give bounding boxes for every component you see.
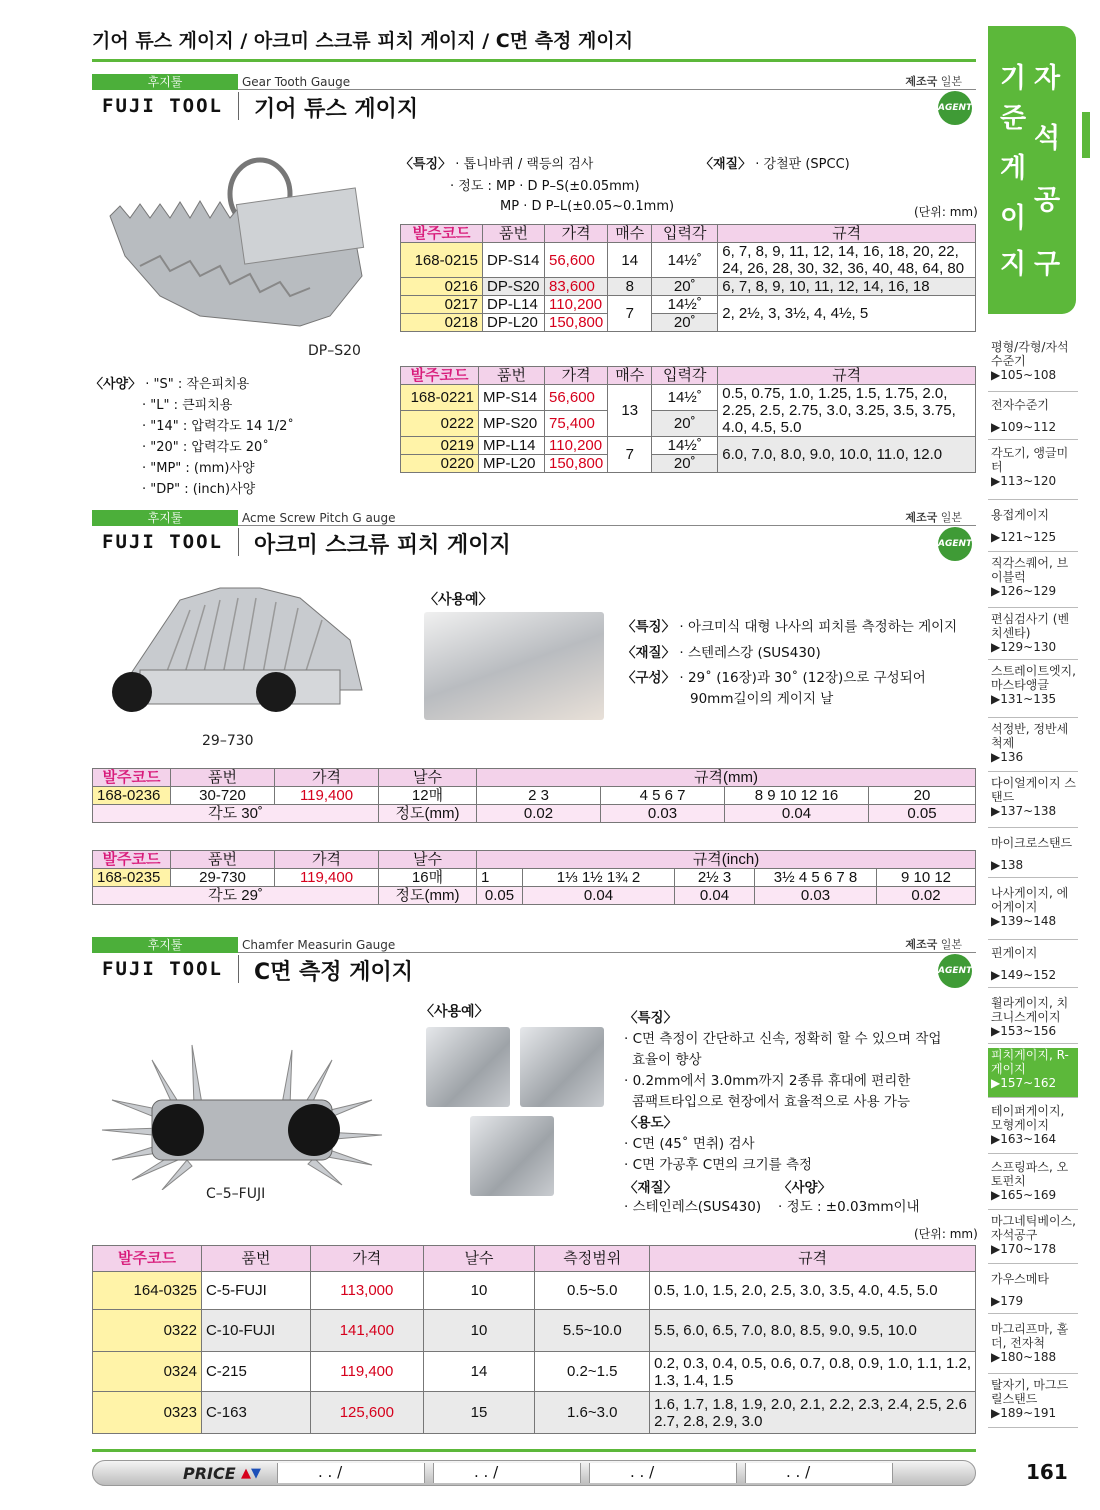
tab-char: 구 bbox=[1034, 249, 1061, 280]
table-row: 168-0221 MP-S14 56,600 13 14½˚ 0.5, 0.75, 1.0, 1.25, 1.5, 1.75, 2.0, 2.25, 2.5, 2.75, 3.0, 3.25, 3.5, 3.75, 4.0, 4.5, 5.0 bbox=[401, 385, 976, 411]
col-header: 날수 bbox=[423, 1246, 535, 1272]
agent-badge: AGENT bbox=[938, 954, 972, 988]
photo-caption: DP–S20 bbox=[308, 343, 361, 359]
features: 〈특징〉 · 아크미식 대형 나사의 피치를 측정하는 게이지 bbox=[622, 619, 958, 635]
spec-list: 〈사양〉 · "S" : 작은피치용 · "L" : 큰피치용 · "14" : 압력각도 14 1/2˚ · "20" : 압력각도 20˚ · "MP" : (mm)사양 · "DP" : (inch)사양 bbox=[90, 377, 294, 497]
agent-badge: AGENT bbox=[938, 527, 972, 561]
col-header: 가격 bbox=[311, 1246, 424, 1272]
tab-char: 석 bbox=[1034, 123, 1061, 154]
section-title: 아크미 스크류 피치 게이지 bbox=[254, 533, 511, 558]
sidebar-item[interactable]: 다이얼게이지 스탠드 ▶137~138 bbox=[988, 776, 1078, 828]
price-bar bbox=[92, 1460, 976, 1486]
chamfer-table bbox=[92, 1245, 976, 1434]
usage-photo bbox=[470, 1116, 554, 1196]
sidebar-item[interactable]: 직각스퀘어, 브이블럭 ▶126~129 bbox=[988, 556, 1078, 608]
tab-char: 게 bbox=[1000, 153, 1027, 184]
col-header: 입력각 bbox=[652, 225, 718, 243]
sidebar-item[interactable]: 휠라게이지, 치크니스게이지 ▶153~156 bbox=[988, 996, 1078, 1044]
agent-badge: AGENT bbox=[938, 91, 972, 125]
usage-photo bbox=[520, 1027, 604, 1107]
features: 〈특징〉 · C면 측정이 간단하고 신속, 정확히 할 수 있으며 작업 효율이 향상 · 0.2mm에서 3.0mm까지 2종류 휴대에 편리한 콤팩트타입으로 현장에서 효율적으로 사용 가능 〈용도〉 · C면 (45˚ 면취) 검사 · C면 가공후 C면의 크기를 측정 bbox=[624, 1010, 942, 1173]
price-date-field[interactable]: . . / bbox=[277, 1463, 425, 1483]
price-label: PRICE bbox=[183, 1464, 236, 1483]
maker-label: 후지툴 bbox=[92, 510, 238, 526]
origin: 제조국 일본 bbox=[905, 511, 962, 524]
table-row: 0323 C-163 125,600 15 1.6~3.0 1.6, 1.7, 1.8, 1.9, 2.0, 2.1, 2.2, 2.3, 2.4, 2.5, 2.6 2.7, 2.8, 2.9, 3.0 bbox=[93, 1392, 976, 1434]
table-row: 0219 MP-L14 110,200 7 14½˚ 6.0, 7.0, 8.0, 9.0, 10.0, 11.0, 12.0 bbox=[401, 437, 976, 455]
table-row: 168-0236 30-720 119,400 12매 2 3 4 5 6 7 8 9 10 12 16 20 bbox=[93, 787, 976, 805]
fujitool-logo: FUJI TOOL bbox=[102, 95, 223, 117]
section-title: 기어 튜스 게이지 bbox=[254, 97, 419, 122]
sidebar-item[interactable]: 가우스메타 ▶179 bbox=[988, 1272, 1078, 1314]
price-arrows: ▲▼ bbox=[241, 1466, 261, 1481]
maker-label: 후지툴 bbox=[92, 937, 238, 953]
origin: 제조국 일본 bbox=[905, 75, 962, 88]
composition-text: 90mm길이의 게이지 날 bbox=[690, 691, 834, 707]
composition-label: 〈구성〉 bbox=[622, 670, 676, 686]
sidebar-item[interactable]: 테이퍼게이지, 모형게이지 ▶163~164 bbox=[988, 1104, 1078, 1154]
col-header: 매수 bbox=[608, 225, 652, 243]
col-header: 품번 bbox=[479, 367, 545, 385]
tab-accent bbox=[1082, 112, 1090, 158]
tab-char: 공 bbox=[1034, 185, 1061, 216]
maker-label: 후지툴 bbox=[92, 74, 238, 90]
material bbox=[700, 155, 850, 175]
sidebar-item[interactable]: 탈자기, 마그드릴스탠드 ▶189~191 bbox=[988, 1378, 1078, 1428]
header-rule bbox=[92, 59, 976, 62]
col-header: 품번 bbox=[201, 1246, 310, 1272]
sidebar-item-selected[interactable]: 피치게이지, R-게이지 ▶157~162 bbox=[988, 1048, 1078, 1098]
feature-text: MP · D P–L(±0.05~0.1mm) bbox=[500, 199, 675, 214]
english-name: Acme Screw Pitch G auge bbox=[242, 511, 396, 525]
usage-photo bbox=[424, 612, 604, 720]
tab-char: 자 bbox=[1034, 63, 1061, 94]
chamfer-gauge-photo bbox=[92, 1040, 392, 1190]
origin: 제조국 일본 bbox=[905, 938, 962, 951]
photo-caption: 29–730 bbox=[202, 733, 254, 749]
sidebar-item[interactable]: 편심검사기 (벤치센타) ▶129~130 bbox=[988, 612, 1078, 660]
tab-char: 기 bbox=[1000, 63, 1027, 94]
section-header bbox=[92, 510, 976, 562]
col-header: 날수 bbox=[379, 769, 477, 787]
table-row: 각도 29˚ 정도(mm) 0.05 0.04 0.04 0.03 0.02 bbox=[93, 887, 976, 905]
table-row: 0216 DP-S20 83,600 8 20˚ 6, 7, 8, 9, 10, 11, 12, 14, 16, 18 bbox=[401, 278, 976, 296]
usage-label: 〈사용예〉 bbox=[420, 1004, 489, 1020]
col-header: 품번 bbox=[483, 225, 545, 243]
col-header: 발주코드 bbox=[93, 851, 171, 869]
sidebar-item[interactable]: 마그리프마, 홀더, 전자척 ▶180~188 bbox=[988, 1322, 1078, 1374]
col-header: 규격 bbox=[650, 1246, 976, 1272]
col-header: 매수 bbox=[608, 367, 652, 385]
col-header: 품번 bbox=[171, 769, 275, 787]
col-header: 날수 bbox=[379, 851, 477, 869]
sidebar-item[interactable]: 각도기, 앵글미터 ▶113~120 bbox=[988, 446, 1078, 500]
price-date-field[interactable]: . . / bbox=[745, 1463, 893, 1483]
col-header: 규격(mm) bbox=[477, 769, 976, 787]
table-row: 0324 C-215 119,400 14 0.2~1.5 0.2, 0.3, 0.4, 0.5, 0.6, 0.7, 0.8, 0.9, 1.0, 1.1, 1.2, 1.3, 1.4, 1.5 bbox=[93, 1352, 976, 1392]
photo-caption: C–5–FUJI bbox=[206, 1186, 266, 1202]
acme-mm-table bbox=[92, 768, 976, 823]
section-header bbox=[92, 937, 976, 989]
sidebar-item[interactable]: 스프링파스, 오토펀치 ▶165~169 bbox=[988, 1160, 1078, 1210]
sidebar-item[interactable]: 마이크로스탠드 ▶138 bbox=[988, 836, 1078, 878]
usage-label: 〈용도〉 bbox=[624, 1115, 678, 1131]
col-header: 가격 bbox=[545, 367, 608, 385]
material-label: 〈재질〉 bbox=[700, 157, 752, 172]
sidebar-item[interactable]: 스트레이트엣지, 마스타앵글 ▶131~135 bbox=[988, 664, 1078, 718]
tab-char: 이 bbox=[1000, 203, 1027, 234]
col-header: 가격 bbox=[275, 769, 379, 787]
sidebar-item[interactable]: 평형/각형/자석 수준기 ▶105~108 bbox=[988, 340, 1078, 392]
price-date-field[interactable]: . . / bbox=[589, 1463, 737, 1483]
col-header: 입력각 bbox=[652, 367, 718, 385]
english-name: Gear Tooth Gauge bbox=[242, 75, 351, 89]
material: 〈재질〉 · 스텐레스강 (SUS430) bbox=[622, 645, 821, 661]
table-row: 0220 MP-L20 150,800 20˚ bbox=[401, 455, 976, 473]
price-date-field[interactable]: . . / bbox=[433, 1463, 581, 1483]
col-header: 발주코드 bbox=[401, 367, 479, 385]
table-row: 0222 MP-S20 75,400 20˚ bbox=[401, 411, 976, 437]
unit-label: (단위: mm) bbox=[914, 1227, 978, 1241]
english-name: Chamfer Measurin Gauge bbox=[242, 938, 396, 952]
tab-char: 지 bbox=[1000, 249, 1027, 280]
col-header: 규격 bbox=[718, 367, 976, 385]
usage-photo bbox=[426, 1027, 510, 1107]
feature-text: · 톱니바퀴 / 랙등의 검사 bbox=[455, 157, 594, 172]
acme-inch-table bbox=[92, 850, 976, 905]
sidebar-item[interactable]: 핀게이지 ▶149~152 bbox=[988, 946, 1078, 988]
table-row: 각도 30˚ 정도(mm) 0.02 0.03 0.04 0.05 bbox=[93, 805, 976, 823]
col-header: 가격 bbox=[545, 225, 608, 243]
unit-label: (단위: mm) bbox=[914, 205, 978, 219]
spec-label: 〈사양〉 bbox=[90, 377, 142, 392]
features bbox=[400, 155, 593, 175]
col-header: 측정범위 bbox=[535, 1246, 650, 1272]
col-header: 발주코드 bbox=[401, 225, 483, 243]
sidebar-item[interactable]: 마그네틱베이스, 자석공구 ▶170~178 bbox=[988, 1214, 1078, 1264]
fujitool-logo: FUJI TOOL bbox=[102, 531, 223, 553]
col-header: 규격(inch) bbox=[477, 851, 976, 869]
material: 〈재질〉 · 스테인레스(SUS430) bbox=[624, 1180, 762, 1215]
col-header: 가격 bbox=[275, 851, 379, 869]
sidebar-item[interactable]: 전자수준기 ▶109~112 bbox=[988, 398, 1078, 440]
sidebar-item[interactable]: 나사게이지, 에어게이지 ▶139~148 bbox=[988, 886, 1078, 940]
table-row: 168-0235 29-730 119,400 16매 1 1⅓ 1½ 1¾ 2 2½ 3 3½ 4 5 6 7 8 9 10 12 bbox=[93, 869, 976, 887]
col-header: 규격 bbox=[718, 225, 976, 243]
features-label: 〈특징〉 bbox=[624, 1010, 678, 1026]
usage-label: 〈사용예〉 bbox=[424, 592, 493, 608]
table-row: 0218 DP-L20 150,800 20˚ bbox=[401, 314, 976, 332]
gear-dp-table bbox=[400, 224, 976, 332]
spec: 〈사양〉 · 정도 : ±0.03mm이내 bbox=[778, 1180, 920, 1215]
page-number: 161 bbox=[1026, 1460, 1068, 1484]
table-row: 168-0215 DP-S14 56,600 14 14½˚ 6, 7, 8, 9, 11, 12, 14, 16, 18, 20, 22, 24, 26, 28, 30, 32, 36, 40, 48, 64, 80 bbox=[401, 243, 976, 278]
composition: 〈구성〉 · 29˚ (16장)과 30˚ (12장)으로 구성되어 bbox=[622, 670, 926, 686]
section-title: C면 측정 게이지 bbox=[254, 960, 413, 985]
col-header: 발주코드 bbox=[93, 1246, 202, 1272]
sidebar-item[interactable]: 석정반, 정반세척제 ▶136 bbox=[988, 722, 1078, 772]
material-text: · 강철판 (SPCC) bbox=[755, 157, 850, 172]
feature-text: · 정도 : MP · D P–S(±0.05mm) bbox=[450, 179, 640, 194]
col-header: 발주코드 bbox=[93, 769, 171, 787]
table-row: 164-0325 C-5-FUJI 113,000 10 0.5~5.0 0.5, 1.0, 1.5, 2.0, 2.5, 3.0, 3.5, 4.0, 4.5, 5.0 bbox=[93, 1272, 976, 1310]
category-tab[interactable] bbox=[988, 26, 1076, 314]
features-label: 〈특징〉 bbox=[400, 157, 452, 172]
tab-char: 준 bbox=[1000, 103, 1027, 134]
gear-mp-table bbox=[400, 366, 976, 473]
gear-gauge-photo bbox=[100, 146, 380, 346]
sidebar-item[interactable]: 용접게이지 ▶121~125 bbox=[988, 508, 1078, 552]
acme-gauge-photo bbox=[100, 580, 380, 730]
section-header bbox=[92, 74, 976, 126]
col-header: 품번 bbox=[171, 851, 275, 869]
footer-rule bbox=[92, 1449, 976, 1452]
material-label: 〈재질〉 bbox=[622, 645, 676, 661]
table-row: 0322 C-10-FUJI 141,400 10 5.5~10.0 5.5, 6.0, 6.5, 7.0, 8.0, 8.5, 9.0, 9.5, 10.0 bbox=[93, 1310, 976, 1352]
page-title: 기어 튜스 게이지 / 아크미 스크류 피치 게이지 / C면 측정 게이지 bbox=[92, 30, 634, 52]
spec-label: 〈사양〉 bbox=[778, 1180, 832, 1196]
table-row: 0217 DP-L14 110,200 7 14½˚ 2, 2½, 3, 3½, 4, 4½, 5 bbox=[401, 296, 976, 314]
fujitool-logo: FUJI TOOL bbox=[102, 958, 223, 980]
material-label: 〈재질〉 bbox=[624, 1180, 678, 1196]
features-label: 〈특징〉 bbox=[622, 619, 676, 635]
